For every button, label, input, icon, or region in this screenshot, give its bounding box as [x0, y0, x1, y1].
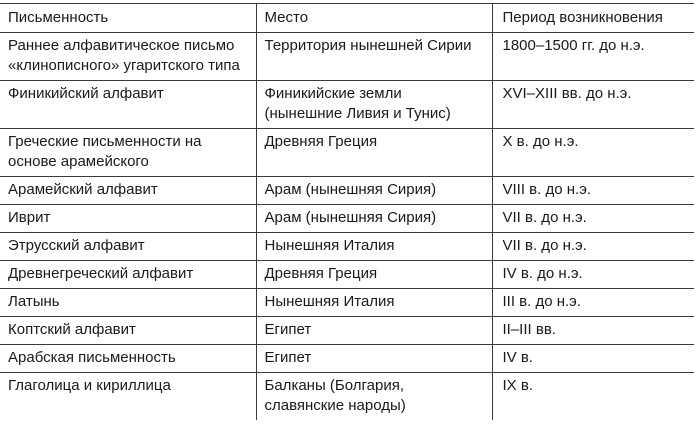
table-row — [0, 345, 694, 373]
cell-place: Египет — [256, 345, 492, 373]
table-row — [0, 373, 694, 421]
cell-period: VIII в. до н.э. — [492, 177, 694, 205]
cell-place: Финикийские земли (нынешние Ливия и Тунис) — [256, 81, 492, 129]
cell-writing: Финикийский алфавит — [0, 81, 256, 129]
cell-writing: Раннее алфавитическое письмо «клинописного» угаритского типа — [0, 33, 256, 81]
writing-systems-table — [0, 3, 694, 420]
cell-place: Нынешняя Италия — [256, 289, 492, 317]
header-writing: Письменность — [0, 4, 256, 33]
table-row — [0, 233, 694, 261]
cell-place: Территория нынешней Сирии — [256, 33, 492, 81]
cell-writing: Арабская письменность — [0, 345, 256, 373]
table-row — [0, 129, 694, 177]
cell-writing: Латынь — [0, 289, 256, 317]
table-row — [0, 81, 694, 129]
cell-place: Арам (нынешняя Сирия) — [256, 205, 492, 233]
cell-period: IV в. — [492, 345, 694, 373]
table-row — [0, 205, 694, 233]
cell-place: Балканы (Болгария, славянские народы) — [256, 373, 492, 421]
cell-place: Древняя Греция — [256, 129, 492, 177]
writing-systems-table-container — [0, 3, 700, 436]
header-period: Период возникновения — [492, 4, 694, 33]
cell-period: III в. до н.э. — [492, 289, 694, 317]
cell-place: Нынешняя Италия — [256, 233, 492, 261]
table-row — [0, 289, 694, 317]
cell-period: IX в. — [502, 377, 533, 394]
cell-place: Египет — [256, 317, 492, 345]
cell-writing: Иврит — [0, 205, 256, 233]
cell-period: VII в. до н.э. — [492, 233, 694, 261]
cell-period: IV в. до н.э. — [492, 261, 694, 289]
cell-period: VII в. до н.э. — [492, 205, 694, 233]
cell-writing: Этрусский алфавит — [0, 233, 256, 261]
cell-period: II–III вв. — [492, 317, 694, 345]
cell-writing: Глаголица и кириллица — [0, 373, 256, 421]
table-row — [0, 33, 694, 81]
cell-writing: Коптский алфавит — [0, 317, 256, 345]
table-header-row — [0, 4, 694, 33]
table-row — [0, 261, 694, 289]
cell-writing: Греческие письменности на основе арамейского — [0, 129, 256, 177]
cell-writing: Древнегреческий алфавит — [0, 261, 256, 289]
header-place: Место — [256, 4, 492, 33]
table-row — [0, 317, 694, 345]
cell-period: XVI–XIII вв. до н.э. — [492, 81, 694, 129]
cell-place: Древняя Греция — [256, 261, 492, 289]
cell-place: Арам (нынешняя Сирия) — [256, 177, 492, 205]
cell-period: X в. до н.э. — [492, 129, 694, 177]
table-row — [0, 177, 694, 205]
cell-period: 1800–1500 гг. до н.э. — [492, 33, 694, 81]
cell-writing: Арамейский алфавит — [0, 177, 256, 205]
